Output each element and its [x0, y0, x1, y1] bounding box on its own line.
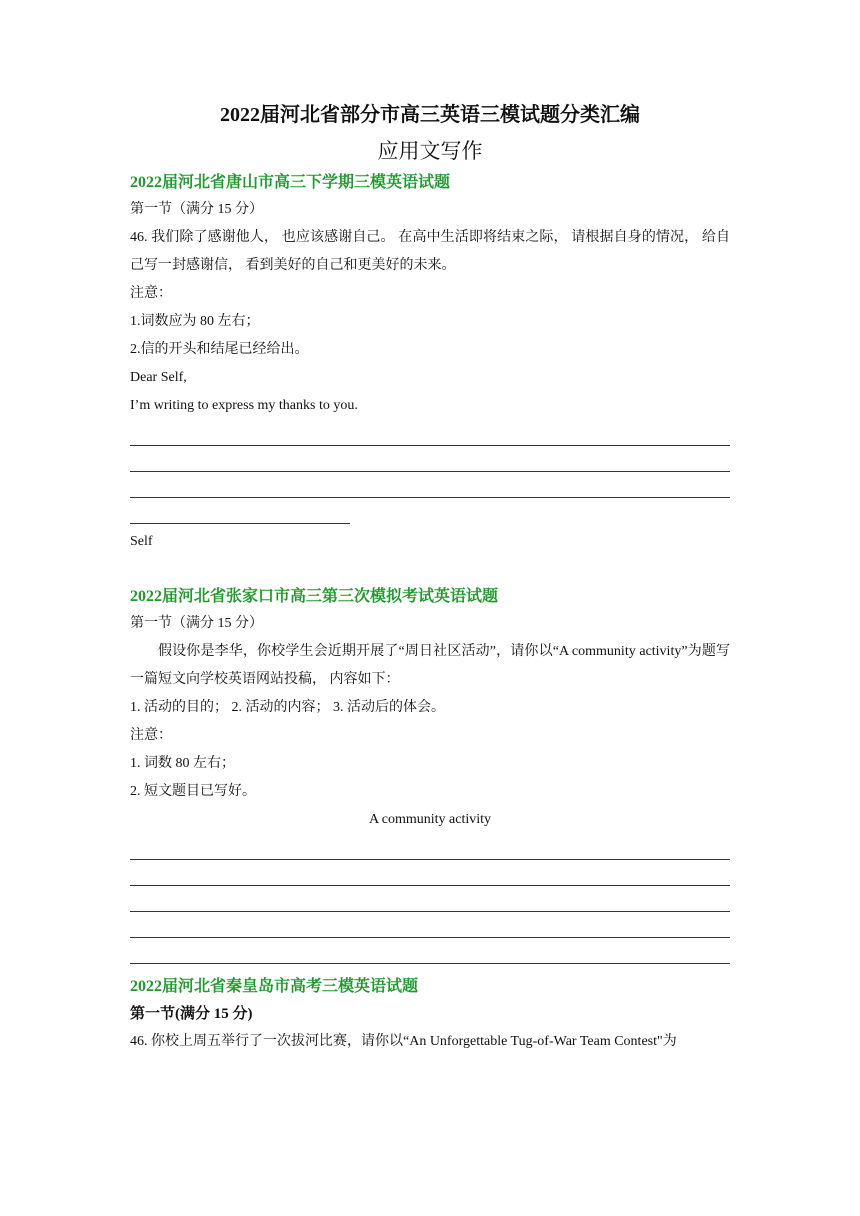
section-heading: 2022届河北省秦皇岛市高考三模英语试题	[130, 978, 419, 995]
answer-line	[130, 834, 730, 860]
question-prompt: 46. 我们除了感谢他人， 也应该感谢自己。 在高中生活即将结束之际， 请根据自身的情况， 给自己写一封感谢信， 看到美好的自己和更美好的未来。	[130, 230, 730, 273]
content-points: 1. 活动的目的； 2. 活动的内容； 3. 活动后的体会。	[130, 700, 445, 715]
essay-title: A community activity	[368, 812, 492, 827]
section-qinhuangdao	[130, 974, 730, 1056]
note-item: 1.词数应为 80 左右；	[130, 314, 260, 329]
answer-line	[130, 938, 730, 964]
answer-line	[130, 420, 730, 446]
letter-greeting: Dear Self,	[130, 370, 187, 385]
note-item: 1. 词数 80 左右；	[130, 756, 235, 771]
document-content	[130, 100, 730, 1056]
section-heading: 2022届河北省唐山市高三下学期三模英语试题	[130, 174, 451, 191]
section-gap	[130, 964, 730, 974]
note-label: 注意：	[130, 728, 172, 743]
note-label: 注意：	[130, 286, 172, 301]
part-label: 第一节（满分 15 分）	[130, 202, 263, 217]
part-label: 第一节(满分 15 分)	[130, 1006, 253, 1022]
section-tangshan	[130, 170, 730, 556]
section-gap	[130, 556, 730, 584]
letter-opening: I’m writing to express my thanks to you.	[130, 398, 358, 413]
part-label: 第一节（满分 15 分）	[130, 616, 263, 631]
letter-signature: Self	[130, 534, 153, 549]
answer-line	[130, 860, 730, 886]
answer-line	[130, 472, 730, 498]
section-heading: 2022届河北省张家口市高三第三次模拟考试英语试题	[130, 588, 499, 605]
document-subtitle: 应用文写作	[377, 139, 483, 163]
answer-line	[130, 886, 730, 912]
question-prompt: 假设你是李华，你校学生会近期开展了“周日社区活动”，请你以“A community activity”为题写一篇短文向学校英语网站投稿， 内容如下：	[130, 644, 730, 687]
answer-line	[130, 912, 730, 938]
note-item: 2.信的开头和结尾已经给出。	[130, 342, 309, 357]
note-item: 2. 短文题目已写好。	[130, 784, 256, 799]
question-prompt: 46. 你校上周五举行了一次拔河比赛，请你以“An Unforgettable Tug-of-War Team Contest"为	[130, 1034, 677, 1049]
answer-line	[130, 446, 730, 472]
answer-line-short	[130, 498, 350, 524]
document-title: 2022届河北省部分市高三英语三模试题分类汇编	[220, 104, 640, 126]
section-zhangjiakou	[130, 584, 730, 964]
